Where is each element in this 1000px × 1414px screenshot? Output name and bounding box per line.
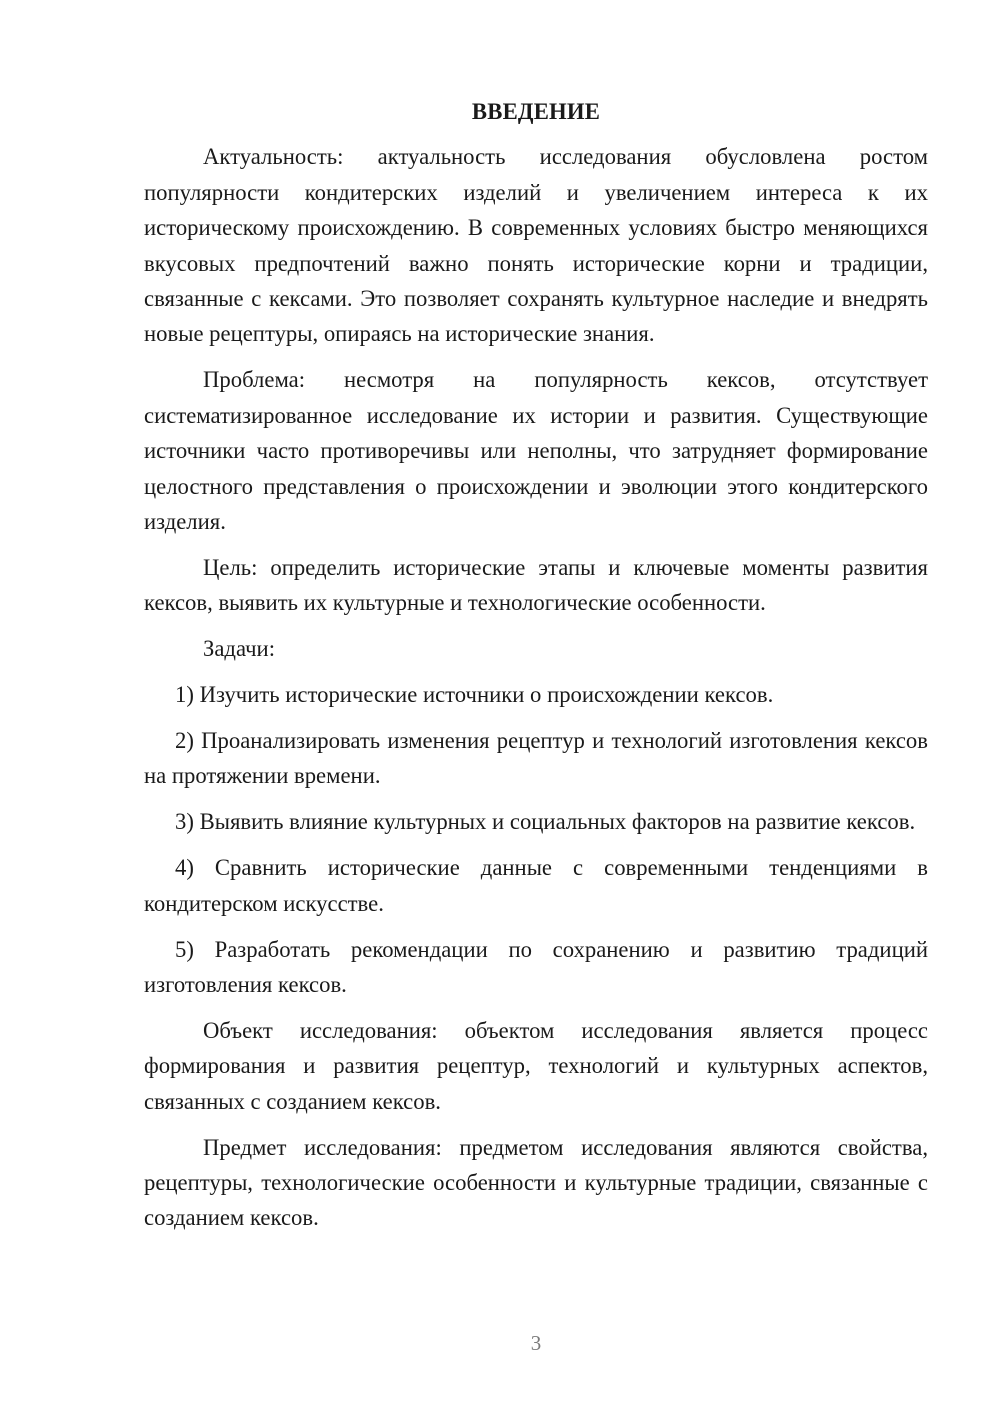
task-item-3: 3) Выявить влияние культурных и социальных факторов на развитие кексов. [175, 809, 916, 835]
task-item-5: 5) Разработать рекомендации по сохранению и развитию традиций изготовления кексов. [144, 936, 928, 997]
paragraph-subject: Предмет исследования: предметом исследования являются свойства, рецептуры, технологические особенности и культурные традиции, связанные с созданием кексов. [144, 1134, 928, 1231]
task-item-2: 2) Проанализировать изменения рецептур и технологий изготовления кексов на протяжении времени. [144, 728, 928, 789]
tasks-label: Задачи: [203, 636, 275, 662]
document-page [144, 94, 928, 1246]
paragraph-object: Объект исследования: объектом исследования является процесс формирования и развития рецептур, технологий и культурных аспектов, связанных с созданием кексов. [144, 1017, 928, 1114]
section-title: ВВЕДЕНИЕ [471, 99, 601, 124]
task-item-4: 4) Сравнить исторические данные с современными тенденциями в кондитерском искусстве. [144, 855, 928, 916]
task-item-1: 1) Изучить исторические источники о происхождении кексов. [175, 682, 774, 708]
paragraph-relevance: Актуальность: актуальность исследования обусловлена ростом популярности кондитерских изделий и увеличением интереса к их историческому происхождению. В современных условиях быстро меняющихся вкусовых предпочтений важно понять исторические корни и традиции, связанные с кексами. Это позволяет сохранять культурное наследие и внедрять новые рецептуры, опираясь на исторические знания. [144, 144, 928, 347]
page-number: 3 [530, 1331, 542, 1355]
paragraph-goal: Цель: определить исторические этапы и ключевые моменты развития кексов, выявить их культурные и технологические особенности. [144, 554, 928, 616]
paragraph-problem: Проблема: несмотря на популярность кексов, отсутствует систематизированное исследование их истории и развития. Существующие источники часто противоречивы или неполны, что затрудняет формирование целостного представления о происхождении и эволюции этого кондитерского изделия. [144, 367, 928, 534]
